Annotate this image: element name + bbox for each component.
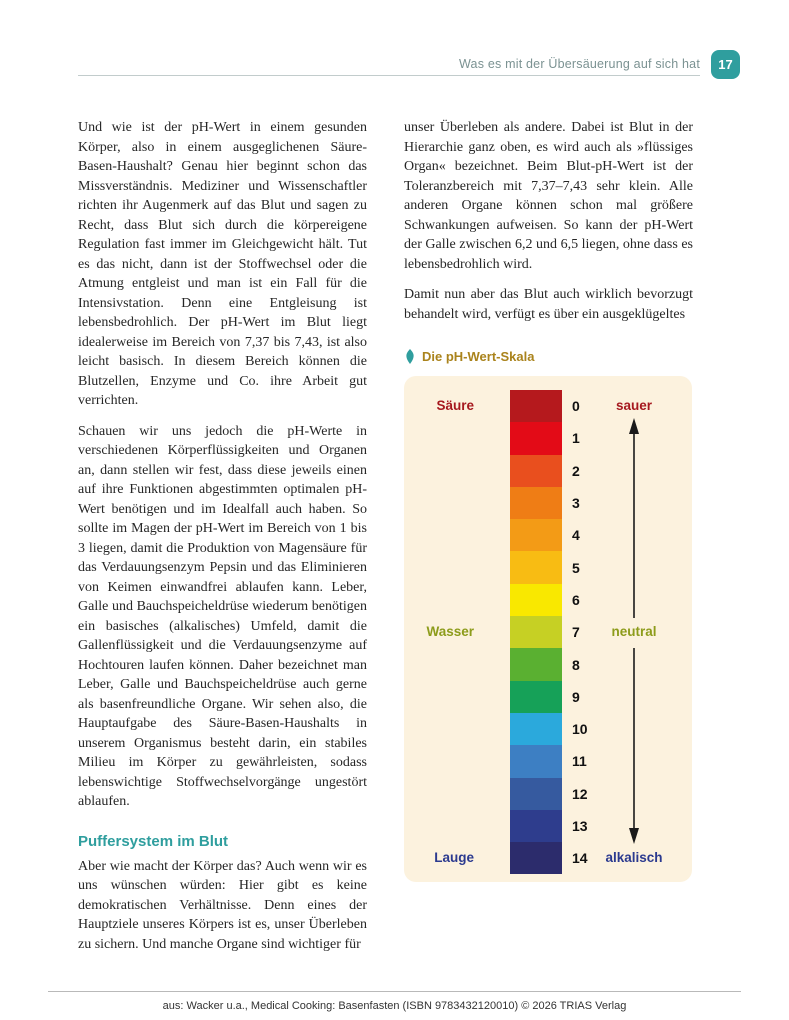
running-head: Was es mit der Übersäuerung auf sich hat [459,57,700,71]
ph-color-swatch [510,810,562,842]
section-heading: Puffersystem im Blut [78,832,229,850]
label-lauge: Lauge [434,850,474,865]
ph-scale-segment [510,713,594,745]
ph-scale-segment [510,681,594,713]
ph-scale-segment [510,519,594,551]
ph-color-swatch [510,551,562,583]
ph-scale-number: 6 [572,591,580,608]
ph-scale-rows [510,390,594,874]
ph-scale-segment [510,745,594,777]
paragraph: Schauen wir uns jedoch die pH-Werte in verschiedenen Körperflüssigkeiten und Organen an, dann stellen wir fest, dass diese jeweils einen auf ihre Funktionen abgestimmten optimalen pH-Wert benötigen und im Idealfall auch haben. So sollte im Magen der pH-Wert im Bereich von 1 bis 3 liegen, damit die Produktion von Magensäure für das Verdauungsenzym Pepsin und das Eliminieren von Keimen einwandfrei ablaufen kann. Leber, Galle und Bauchspeicheldrüse wiederum benötigen ein basisches (alkalisches) Umfeld, damit die Gallenflüssigkeit und die Verdauungsenzyme auf Hochtouren laufen können. Daher bezeichnet man Leber, Galle und Bauchspeicheldrüse auch gerne als basenfreundliche Organe. Wir sehen also, die Hauptaufgabe des Säure-Basen-Haushalts in unserem Organismus besteht darin, ein stabiles Milieu im Körper zu gewährleisten, sodass lebenswichtige Stoffwechselvorgänge ungestört ablaufen. [78,423,367,809]
ph-scale-number: 12 [572,785,588,802]
ph-color-swatch [510,681,562,713]
ph-scale-number: 1 [572,430,580,447]
figure-caption [404,349,693,364]
ph-scale-segment [510,487,594,519]
ph-color-swatch [510,455,562,487]
label-wasser: Wasser [426,624,474,639]
ph-left-labels [404,376,474,882]
ph-scale-segment [510,648,594,680]
paragraph: Damit nun aber das Blut auch wirklich bevorzugt behandelt wird, verfügt es über ein ausgeklügeltes [404,287,693,322]
ph-color-swatch [510,584,562,616]
ph-color-swatch [510,519,562,551]
ph-scale-number: 3 [572,495,580,512]
ph-color-swatch [510,648,562,680]
ph-scale-number: 13 [572,818,588,834]
ph-scale-segment [510,842,594,874]
ph-scale-number: 10 [572,721,588,738]
ph-scale-number: 9 [572,688,580,705]
ph-scale-number: 5 [572,559,580,576]
footer-rule [48,991,741,992]
ph-scale-number: 7 [572,624,580,641]
ph-scale-segment [510,390,594,422]
ph-scale-number: 8 [572,656,580,673]
ph-right-labels [592,376,676,882]
ph-scale-segment [510,810,594,842]
ph-scale-number: 2 [572,462,580,479]
ph-color-swatch [510,842,562,874]
paragraph: Und wie ist der pH-Wert in einem gesunden Körper, also in einem ausgeglichenen Säure-Basen-Haushalt? Genau hier beginnt schon das Missverständnis. Mediziner und Wissenschaftler richten ihr Augenmerk auf das Blut und sagen zu Recht, dass Blut sich durch die körpereigene Regulation fast immer im Gleichgewicht hält. Tut es das nicht, dann ist der Stoffwechsel oder die Atmung entgleist und man ist ein Fall für die Intensivstation. Denn eine Entgleisung ist lebensbedrohlich. Der pH-Wert im Blut liegt idealerweise im Bereich von 7,37 bis 7,43, ist also leicht basisch. In diesem Bereich können die Blutzellen, Enzyme und Co. ihre Arbeit gut verrichten. [78,120,367,408]
paragraph: unser Überleben als andere. Dabei ist Blut in der Hierarchie ganz oben, es wird auch als »flüssiges Organ« bezeichnet. Beim Blut-pH-Wert ist der Toleranzbereich mit 7,37–7,43 sehr klein. Alle anderen Organe können schon mal größere Schwankungen aufweisen. So kann der pH-Wert der Galle zwischen 6,2 und 6,5 liegen, ohne dass es lebensbedrohlich wird. [404,120,693,272]
ph-color-swatch [510,487,562,519]
ph-color-swatch [510,390,562,422]
label-neutral: neutral [611,624,657,639]
ph-scale-segment [510,584,594,616]
ph-scale-number: 4 [572,527,580,544]
label-sauer: sauer [615,398,653,413]
ph-scale-segment [510,551,594,583]
figure-caption-text: Die pH-Wert-Skala [422,349,535,364]
left-column [78,118,367,965]
ph-color-swatch [510,422,562,454]
ph-color-swatch [510,713,562,745]
label-saeure: Säure [436,398,474,413]
source-line: aus: Wacker u.a., Medical Cooking: Basenfasten (ISBN 9783432120010) © 2026 TRIAS Verlag [162,1000,627,1012]
ph-scale-segment [510,422,594,454]
ph-color-swatch [510,616,562,648]
header-rule [78,75,700,76]
label-alkalisch: alkalisch [605,850,663,865]
ph-color-swatch [510,745,562,777]
right-column [404,118,693,882]
ph-scale-number: 14 [572,850,588,867]
ph-scale-segment [510,455,594,487]
page-number-badge: 17 [711,50,740,79]
ph-color-swatch [510,778,562,810]
leaf-icon [404,349,416,364]
ph-scale-number: 0 [572,398,580,415]
ph-scale-segment [510,616,594,648]
ph-scale-number: 11 [572,753,587,770]
paragraph: Aber wie macht der Körper das? Auch wenn wir es uns wünschen würden: Hier gibt es keine demokratischen Verhältnisse. Denn eines der Hauptziele unseres Körpers ist es, unser Überleben zu sichern. Und manche Organe sind wichtiger für [78,858,367,952]
ph-scale-segment [510,778,594,810]
ph-scale-figure [404,376,692,882]
